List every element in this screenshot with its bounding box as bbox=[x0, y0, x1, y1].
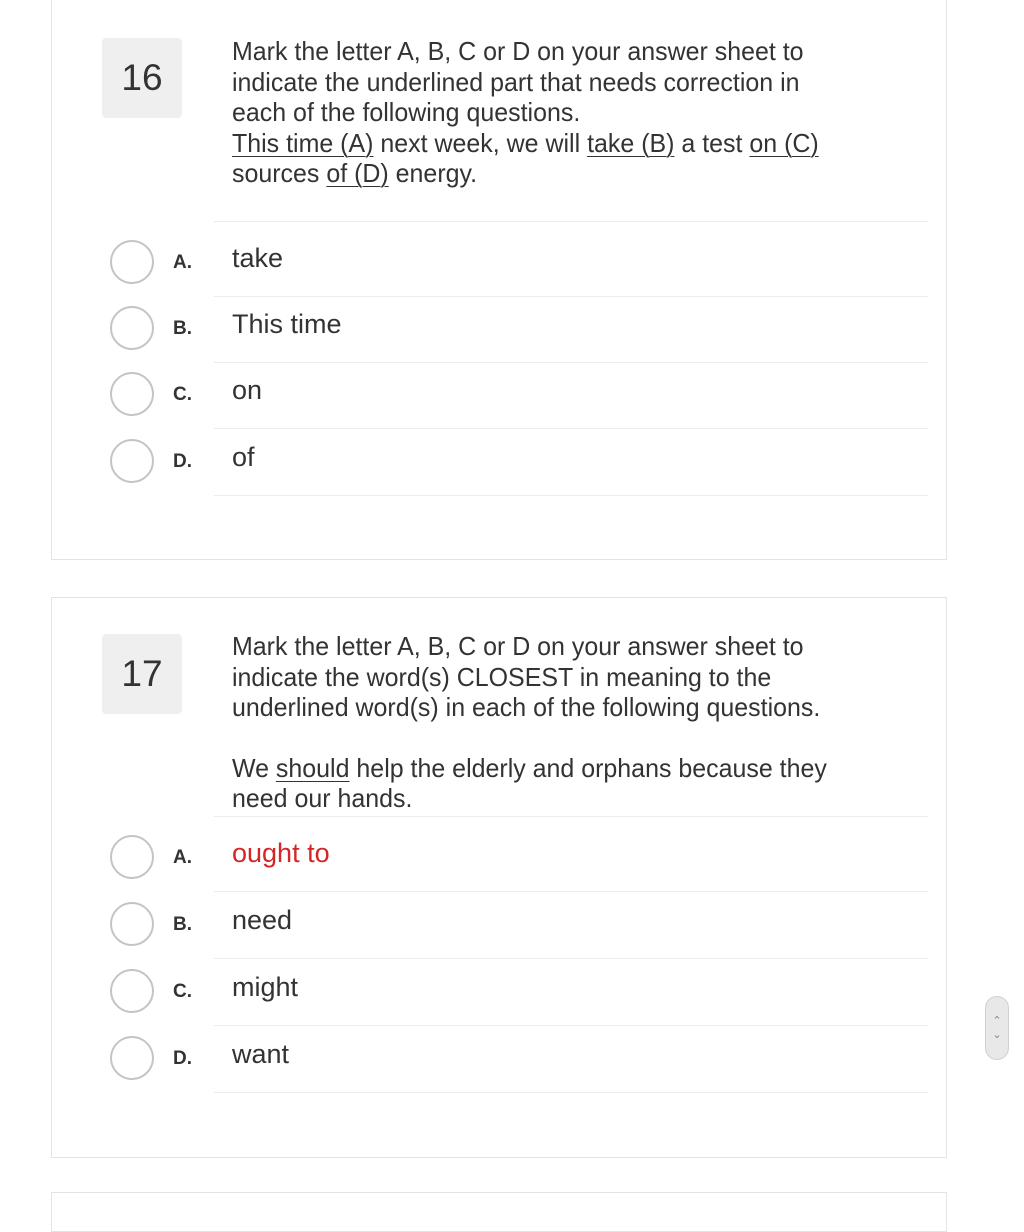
divider bbox=[214, 1025, 928, 1026]
question-prompt bbox=[232, 631, 894, 814]
chevron-down-icon[interactable]: ⌄ bbox=[992, 1029, 1002, 1041]
question-prompt bbox=[232, 36, 894, 189]
option-letter: B. bbox=[173, 914, 192, 935]
question-sentence: We should help the elderly and orphans because they bbox=[232, 752, 827, 783]
option-c[interactable] bbox=[110, 960, 928, 1026]
prompt-line: underlined word(s) in each of the following questions. bbox=[232, 692, 821, 722]
option-letter: B. bbox=[173, 318, 192, 339]
option-letter: C. bbox=[173, 981, 192, 1002]
option-a[interactable] bbox=[110, 231, 928, 297]
question-number: 17 bbox=[102, 634, 182, 714]
divider bbox=[214, 1092, 928, 1093]
radio-button[interactable] bbox=[110, 969, 154, 1013]
radio-button[interactable] bbox=[110, 240, 154, 284]
underlined-part-a: This time (A) bbox=[232, 127, 374, 158]
radio-button[interactable] bbox=[110, 902, 154, 946]
option-letter: A. bbox=[173, 252, 192, 273]
radio-button[interactable] bbox=[110, 372, 154, 416]
option-text: take bbox=[232, 243, 284, 273]
option-b[interactable] bbox=[110, 297, 928, 363]
question-card-next bbox=[51, 1192, 947, 1232]
radio-button[interactable] bbox=[110, 439, 154, 483]
prompt-line: Mark the letter A, B, C or D on your answer sheet to bbox=[232, 631, 804, 661]
option-letter: D. bbox=[173, 451, 192, 472]
divider bbox=[214, 221, 928, 222]
divider bbox=[214, 495, 928, 496]
radio-button[interactable] bbox=[110, 1036, 154, 1080]
chevron-up-icon[interactable]: ⌃ bbox=[992, 1015, 1002, 1027]
divider bbox=[214, 958, 928, 959]
prompt-line: Mark the letter A, B, C or D on your answer sheet to bbox=[232, 36, 804, 66]
option-a[interactable] bbox=[110, 826, 928, 892]
question-sentence-cont: sources of (D) energy. bbox=[232, 158, 478, 188]
underlined-part-c: on (C) bbox=[749, 127, 819, 158]
option-text: want bbox=[232, 1039, 290, 1069]
option-d[interactable] bbox=[110, 430, 928, 496]
option-text: might bbox=[232, 972, 299, 1002]
option-letter: A. bbox=[173, 847, 192, 868]
option-d[interactable] bbox=[110, 1027, 928, 1093]
divider bbox=[214, 816, 928, 817]
radio-button[interactable] bbox=[110, 306, 154, 350]
underlined-part-b: take (B) bbox=[587, 127, 675, 158]
option-letter: C. bbox=[173, 384, 192, 405]
option-text-correct: ought to bbox=[232, 838, 330, 868]
prompt-line: indicate the word(s) CLOSEST in meaning to the bbox=[232, 661, 772, 692]
option-c[interactable] bbox=[110, 363, 928, 429]
scroll-handle[interactable] bbox=[985, 996, 1009, 1060]
divider bbox=[214, 891, 928, 892]
prompt-line: indicate the underlined part that needs correction in bbox=[232, 66, 800, 97]
option-text: on bbox=[232, 375, 263, 405]
option-b[interactable] bbox=[110, 893, 928, 959]
question-card-16 bbox=[51, 0, 947, 560]
question-number: 16 bbox=[102, 38, 182, 118]
divider bbox=[214, 428, 928, 429]
underlined-word: should bbox=[275, 752, 350, 783]
option-text: This time bbox=[232, 309, 342, 339]
option-text: of bbox=[232, 442, 255, 472]
prompt-line: each of the following questions. bbox=[232, 97, 581, 127]
question-sentence-cont: need our hands. bbox=[232, 783, 413, 813]
option-letter: D. bbox=[173, 1048, 192, 1069]
question-card-17 bbox=[51, 597, 947, 1158]
option-text: need bbox=[232, 905, 293, 935]
radio-button[interactable] bbox=[110, 835, 154, 879]
question-sentence: This time (A) next week, we will take (B) a test on (C) bbox=[232, 127, 819, 158]
underlined-part-d: of (D) bbox=[326, 158, 389, 188]
